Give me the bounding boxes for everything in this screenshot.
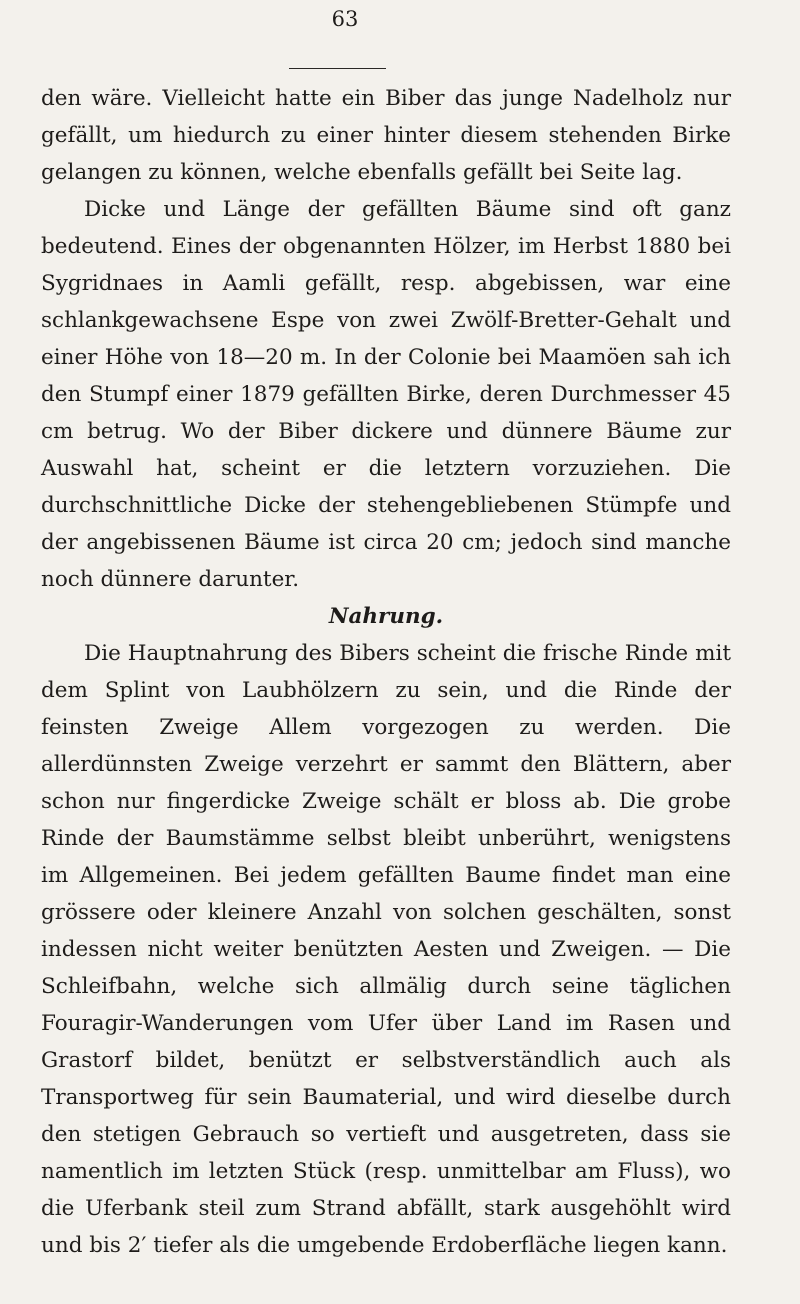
page-number-rule — [289, 68, 386, 69]
page-number: 63 — [331, 7, 359, 31]
paragraph-nutrition: Die Hauptnahrung des Bibers scheint die frische Rinde mit dem Splint von Laubhölzern zu sein, und die Rinde der feinsten Zweige Allem vorgezogen zu werden. Die allerdünnsten Zweige verzehrt er sammt den Blättern, aber schon nur fingerdicke Zweige schält er bloss ab. Die grobe Rinde der Baumstämme selbst bleibt unberührt, wenigstens im Allgemeinen. Bei jedem gefällten Baume findet man eine grössere oder kleinere Anzahl von solchen geschälten, sonst indessen nicht weiter benützten Aesten und Zweigen. — Die Schleifbahn, welche sich allmälig durch seine täglichen Fouragir-Wanderungen vom Ufer über Land im Rasen und Grastorf bildet, benützt er selbstverständlich auch als Transportweg für sein Baumaterial, und wird dieselbe durch den stetigen Gebrauch so vertieft und ausgetreten, dass sie namentlich im letzten Stück (resp. unmittelbar am Fluss), wo die Uferbank steil zum Strand abfällt, stark ausgehöhlt wird und bis 2′ tiefer als die umgebende Erdoberfläche liegen kann. — [41, 641, 731, 1258]
body-text — [41, 80, 731, 1264]
paragraph-tree-size: Dicke und Länge der gefällten Bäume sind oft ganz bedeutend. Eines der obgenannten Hölzer, im Herbst 1880 bei Sygridnaes in Aamli gefällt, resp. abgebissen, war eine schlankgewachsene Espe von zwei Zwölf-Bretter-Gehalt und einer Höhe von 18—20 m. In der Colonie bei Maamöen sah ich den Stumpf einer 1879 gefällten Birke, deren Durchmesser 45 cm betrug. Wo der Biber dickere und dünnere Bäume zur Auswahl hat, scheint er die letztern vorzuziehen. Die durchschnittliche Dicke der stehengebliebenen Stümpfe und der angebissenen Bäume ist circa 20 cm; jedoch sind manche noch dünnere darunter. — [41, 197, 731, 592]
section-heading: Nahrung. — [328, 604, 444, 629]
paragraph-continuation: den wäre. Vielleicht hatte ein Biber das junge Nadelholz nur gefällt, um hiedurch zu einer hinter diesem stehenden Birke gelangen zu können, welche ebenfalls gefällt bei Seite lag. — [41, 86, 731, 185]
